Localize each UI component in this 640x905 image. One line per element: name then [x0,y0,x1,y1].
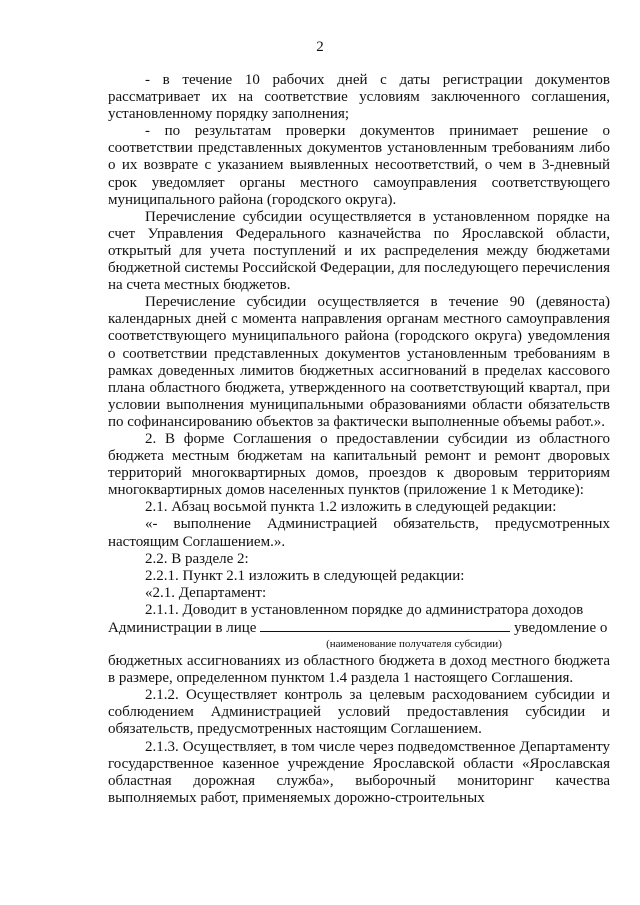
administration-label: Администрации в лице [108,620,261,636]
recipient-caption: (наименование получателя субсидии) [326,638,502,651]
paragraph-review-term: - в течение 10 рабочих дней с даты регистрации документов рассматривает их на соответствие условиям заключенного соглашения, установленному порядку заполнения; [108,72,610,123]
paragraph-agreement-form: 2. В форме Соглашения о предоставлении субсидии из областного бюджета местным бюджетам на капитальный ремонт и ремонт дворовых территорий многоквартирных домов, проездов к дворовым территориям многоквартирных домов населенных пунктов (приложение 1 к Методике): [108,430,610,499]
paragraph-transfer-term: Перечисление субсидии осуществляется в течение 90 (девяноста) календарных дней с момента направления органам местного самоуправления соответствующего муниципального района (городского округа) уведомления о соответствии представленных документов установленным требованиям в рамках доведенных лимитов бюджетных ассигнований в пределах кассового плана областного бюджета, утвержденного на соответствующий квартал, при условии выполнения муниципальными образованиями области обязательств по софинансированию объектов за фактически выполненные объемы работ.». [108,294,610,430]
paragraph-2-1-1-rest: бюджетных ассигнованиях из областного бюджета в доход местного бюджета в размере, определенном пунктом 1.4 раздела 1 настоящего Соглашения. [108,653,610,687]
paragraph-2-1: 2.1. Абзац восьмой пункта 1.2 изложить в следующей редакции: [145,499,557,516]
paragraph-check-results: - по результатам проверки документов принимает решение о соответствии представленных документов установленным требованиям либо о их возврате с указанием выявленных несоответствий, о чем в 3-дневный срок уведомляет органы местного самоуправления соответствующего муниципального района (городского округа). [108,123,610,208]
notification-label: уведомление о [510,620,608,636]
paragraph-transfer-account: Перечисление субсидии осуществляется в установленном порядке на счет Управления Федерального казначейства по Ярославской области, открытый для учета поступлений и их распределения между бюджетами бюджетной системы Российской Федерации, для последующего перечисления на счета местных бюджетов. [108,208,610,294]
recipient-blank-line [260,619,510,632]
page-number: 2 [316,39,324,55]
document-body [108,72,610,807]
paragraph-2-1-3: 2.1.3. Осуществляет, в том числе через подведомственное Департаменту государственное казенное учреждение Ярославской области «Ярославская областная дорожная служба», выборочный мониторинг качества выполняемых работ, применяемых дорожно-строительных [108,738,610,806]
paragraph-department: «2.1. Департамент: [145,584,267,601]
paragraph-2-1-1-line1: 2.1.1. Доводит в установленном порядке до администратора доходов [145,601,584,618]
paragraph-quote-obligations: «- выполнение Администрацией обязательств, предусмотренных настоящим Соглашением.». [108,516,610,550]
paragraph-2-1-1-line2 [108,619,610,637]
paragraph-2-2-1: 2.2.1. Пункт 2.1 изложить в следующей редакции: [145,567,465,584]
paragraph-2-2: 2.2. В разделе 2: [145,550,249,567]
paragraph-2-1-2: 2.1.2. Осуществляет контроль за целевым расходованием субсидии и соблюдением Администрацией условий предоставления субсидии и обязательств, предусмотренных настоящим Соглашением. [108,687,610,738]
